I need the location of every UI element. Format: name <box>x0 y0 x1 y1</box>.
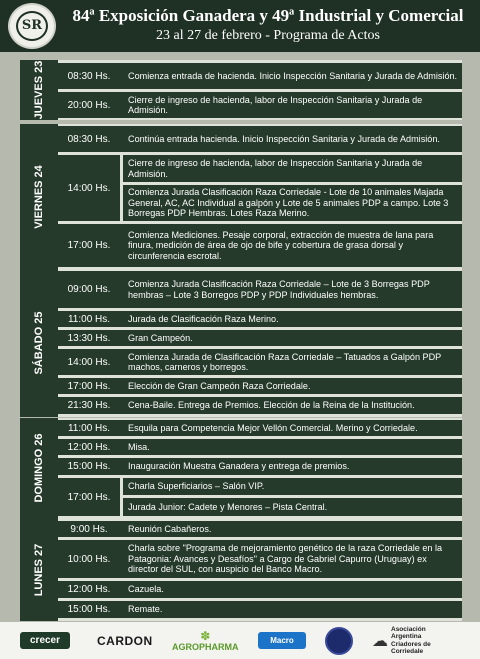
header-bar <box>0 0 480 52</box>
event-description: Jurada de Clasificación Raza Merino. <box>123 311 462 327</box>
event-description: Comienza Mediciones. Pesaje corporal, extracción de muestra de lana para finura, medición de área de ojo de bife y cobertura de grasa dorsal y circunferencia escrotal. <box>123 224 462 267</box>
event-time: 15:00 Hs. <box>67 604 111 615</box>
schedule-row <box>58 349 462 375</box>
event-description: Esquila para Competencia Mejor Vellón Comercial. Merino y Corriedale. <box>123 420 462 436</box>
event-time: 9:00 Hs. <box>70 523 108 535</box>
event-description: Cena-Baile. Entrega de Premios. Elección de la Reina de la Institución. <box>123 397 462 414</box>
schedule-row <box>58 540 462 578</box>
schedule-row <box>58 92 462 118</box>
event-time: 08:30 Hs. <box>67 70 111 82</box>
schedule-row <box>58 601 462 618</box>
event-description: Continúa entrada hacienda. Inicio Inspección Sanitaria y Jurada de Admisión. <box>123 126 462 152</box>
event-time: 14:00 Hs. <box>58 155 120 221</box>
event-time: 09:00 Hs. <box>67 284 111 295</box>
sponsor-cardon-logo: CARDON <box>97 633 153 648</box>
schedule-row <box>58 521 462 537</box>
event-description: Cierre de ingreso de hacienda, labor de Inspección Sanitaria y Jurada de Admisión. <box>123 92 462 118</box>
event-time: 13:30 Hs. <box>67 332 111 344</box>
event-time: 10:00 Hs. <box>67 553 111 565</box>
day-label: LUNES 27 <box>20 518 58 621</box>
sponsor-macro-logo: Macro <box>258 622 306 659</box>
sponsor-seal-icon <box>325 622 353 659</box>
event-description: Elección de Gran Campeón Raza Corriedale. <box>123 378 462 394</box>
event-time: 17:00 Hs. <box>58 478 120 516</box>
event-time: 12:00 Hs. <box>67 441 111 453</box>
day-block-viernes <box>20 124 462 269</box>
society-logo <box>8 3 56 49</box>
event-time: 20:00 Hs. <box>67 99 111 111</box>
event-description: Comienza entrada de hacienda. Inicio Inspección Sanitaria y Jurada de Admisión. <box>123 63 462 89</box>
schedule-row <box>58 63 462 89</box>
sheep-icon: ☁ <box>372 632 388 650</box>
event-description: Charla Superficiarios – Salón VIP. <box>123 478 462 495</box>
event-description: Charla sobre "Programa de mejoramiento genético de la raza Corriedale en la Patagonia: Avances y Desafíos" a Cargo de Gabriel Capurro (Uruguay) ex director del SUL, con auspicio del Banco Macro. <box>123 540 462 578</box>
event-time: 17:00 Hs. <box>67 380 111 392</box>
event-time: 11:00 Hs. <box>67 422 111 434</box>
schedule-row <box>58 458 462 475</box>
day-label: VIERNES 24 <box>20 124 58 269</box>
day-block-sabado <box>20 269 462 417</box>
event-description: Inauguración Muestra Ganadera y entrega de premios. <box>123 458 462 475</box>
logo-emblem-icon: SR <box>16 11 48 41</box>
event-time: 14:00 Hs. <box>67 356 111 368</box>
schedule-row <box>58 330 462 346</box>
page-title: 84ª Exposición Ganadera y 49ª Industrial y Comercial <box>72 6 464 25</box>
event-description: Cazuela. <box>123 581 462 598</box>
event-description: Reunión Cabañeros. <box>123 521 462 537</box>
day-block-lunes <box>20 518 462 621</box>
schedule-row <box>58 378 462 394</box>
schedule-row <box>58 581 462 598</box>
sponsor-corriedale-logo: ☁ Asociación Argentina Criadores de Corriedale <box>372 625 431 655</box>
event-description: Comienza Jurada Clasificación Raza Corriedale – Lote de 3 Borregas PDP hembras – Lote 3 Borregos PDP y PDP Individuales hembras. <box>123 271 462 308</box>
day-block-jueves <box>20 60 462 120</box>
event-description: Cierre de ingreso de hacienda, labor de Inspección Sanitaria y Jurada de Admisión. <box>123 155 462 182</box>
day-label: SÁBADO 25 <box>20 269 58 417</box>
sponsor-agropharma-logo: ✽ AGROPHARMA <box>172 628 239 652</box>
day-label: DOMINGO 26 <box>20 418 58 518</box>
schedule-row <box>58 126 462 152</box>
event-time: 08:30 Hs. <box>67 133 111 145</box>
schedule-row <box>58 420 462 436</box>
sponsor-bar <box>0 622 480 659</box>
event-description: Comienza Jurada de Clasificación Raza Corriedale – Tatuados a Galpón PDP machos, carneros y borregos. <box>123 349 462 375</box>
day-label: JUEVES 23 <box>20 60 58 120</box>
schedule-row <box>58 397 462 414</box>
schedule-row <box>58 224 462 267</box>
event-description: Gran Campeón. <box>123 330 462 346</box>
event-time: 17:00 Hs. <box>67 240 111 251</box>
schedule-row <box>58 439 462 455</box>
event-time: 11:00 Hs. <box>67 313 111 325</box>
leaf-icon: ✽ <box>200 628 211 643</box>
event-time: 21:30 Hs. <box>67 400 111 411</box>
event-description: Remate. <box>123 601 462 618</box>
schedule-row <box>58 311 462 327</box>
event-time: 12:00 Hs. <box>67 584 111 595</box>
event-description: Misa. <box>123 439 462 455</box>
event-description: Comienza Jurada Clasificación Raza Corriedale - Lote de 10 animales Majada General, AC, AC Individual a galpón y Lote de 5 animales PDP a campo. Lote 3 Borregas PDP Hembras. Lotes Raza Merino. <box>123 185 462 221</box>
event-description: Jurada Junior: Cadete y Menores – Pista Central. <box>123 498 462 516</box>
day-block-domingo <box>20 418 462 518</box>
sponsor-crecer-logo: crecer <box>20 622 70 659</box>
event-time: 15:00 Hs. <box>67 461 111 472</box>
schedule-row <box>58 271 462 308</box>
page-subtitle: 23 al 27 de febrero - Programa de Actos <box>156 28 380 43</box>
